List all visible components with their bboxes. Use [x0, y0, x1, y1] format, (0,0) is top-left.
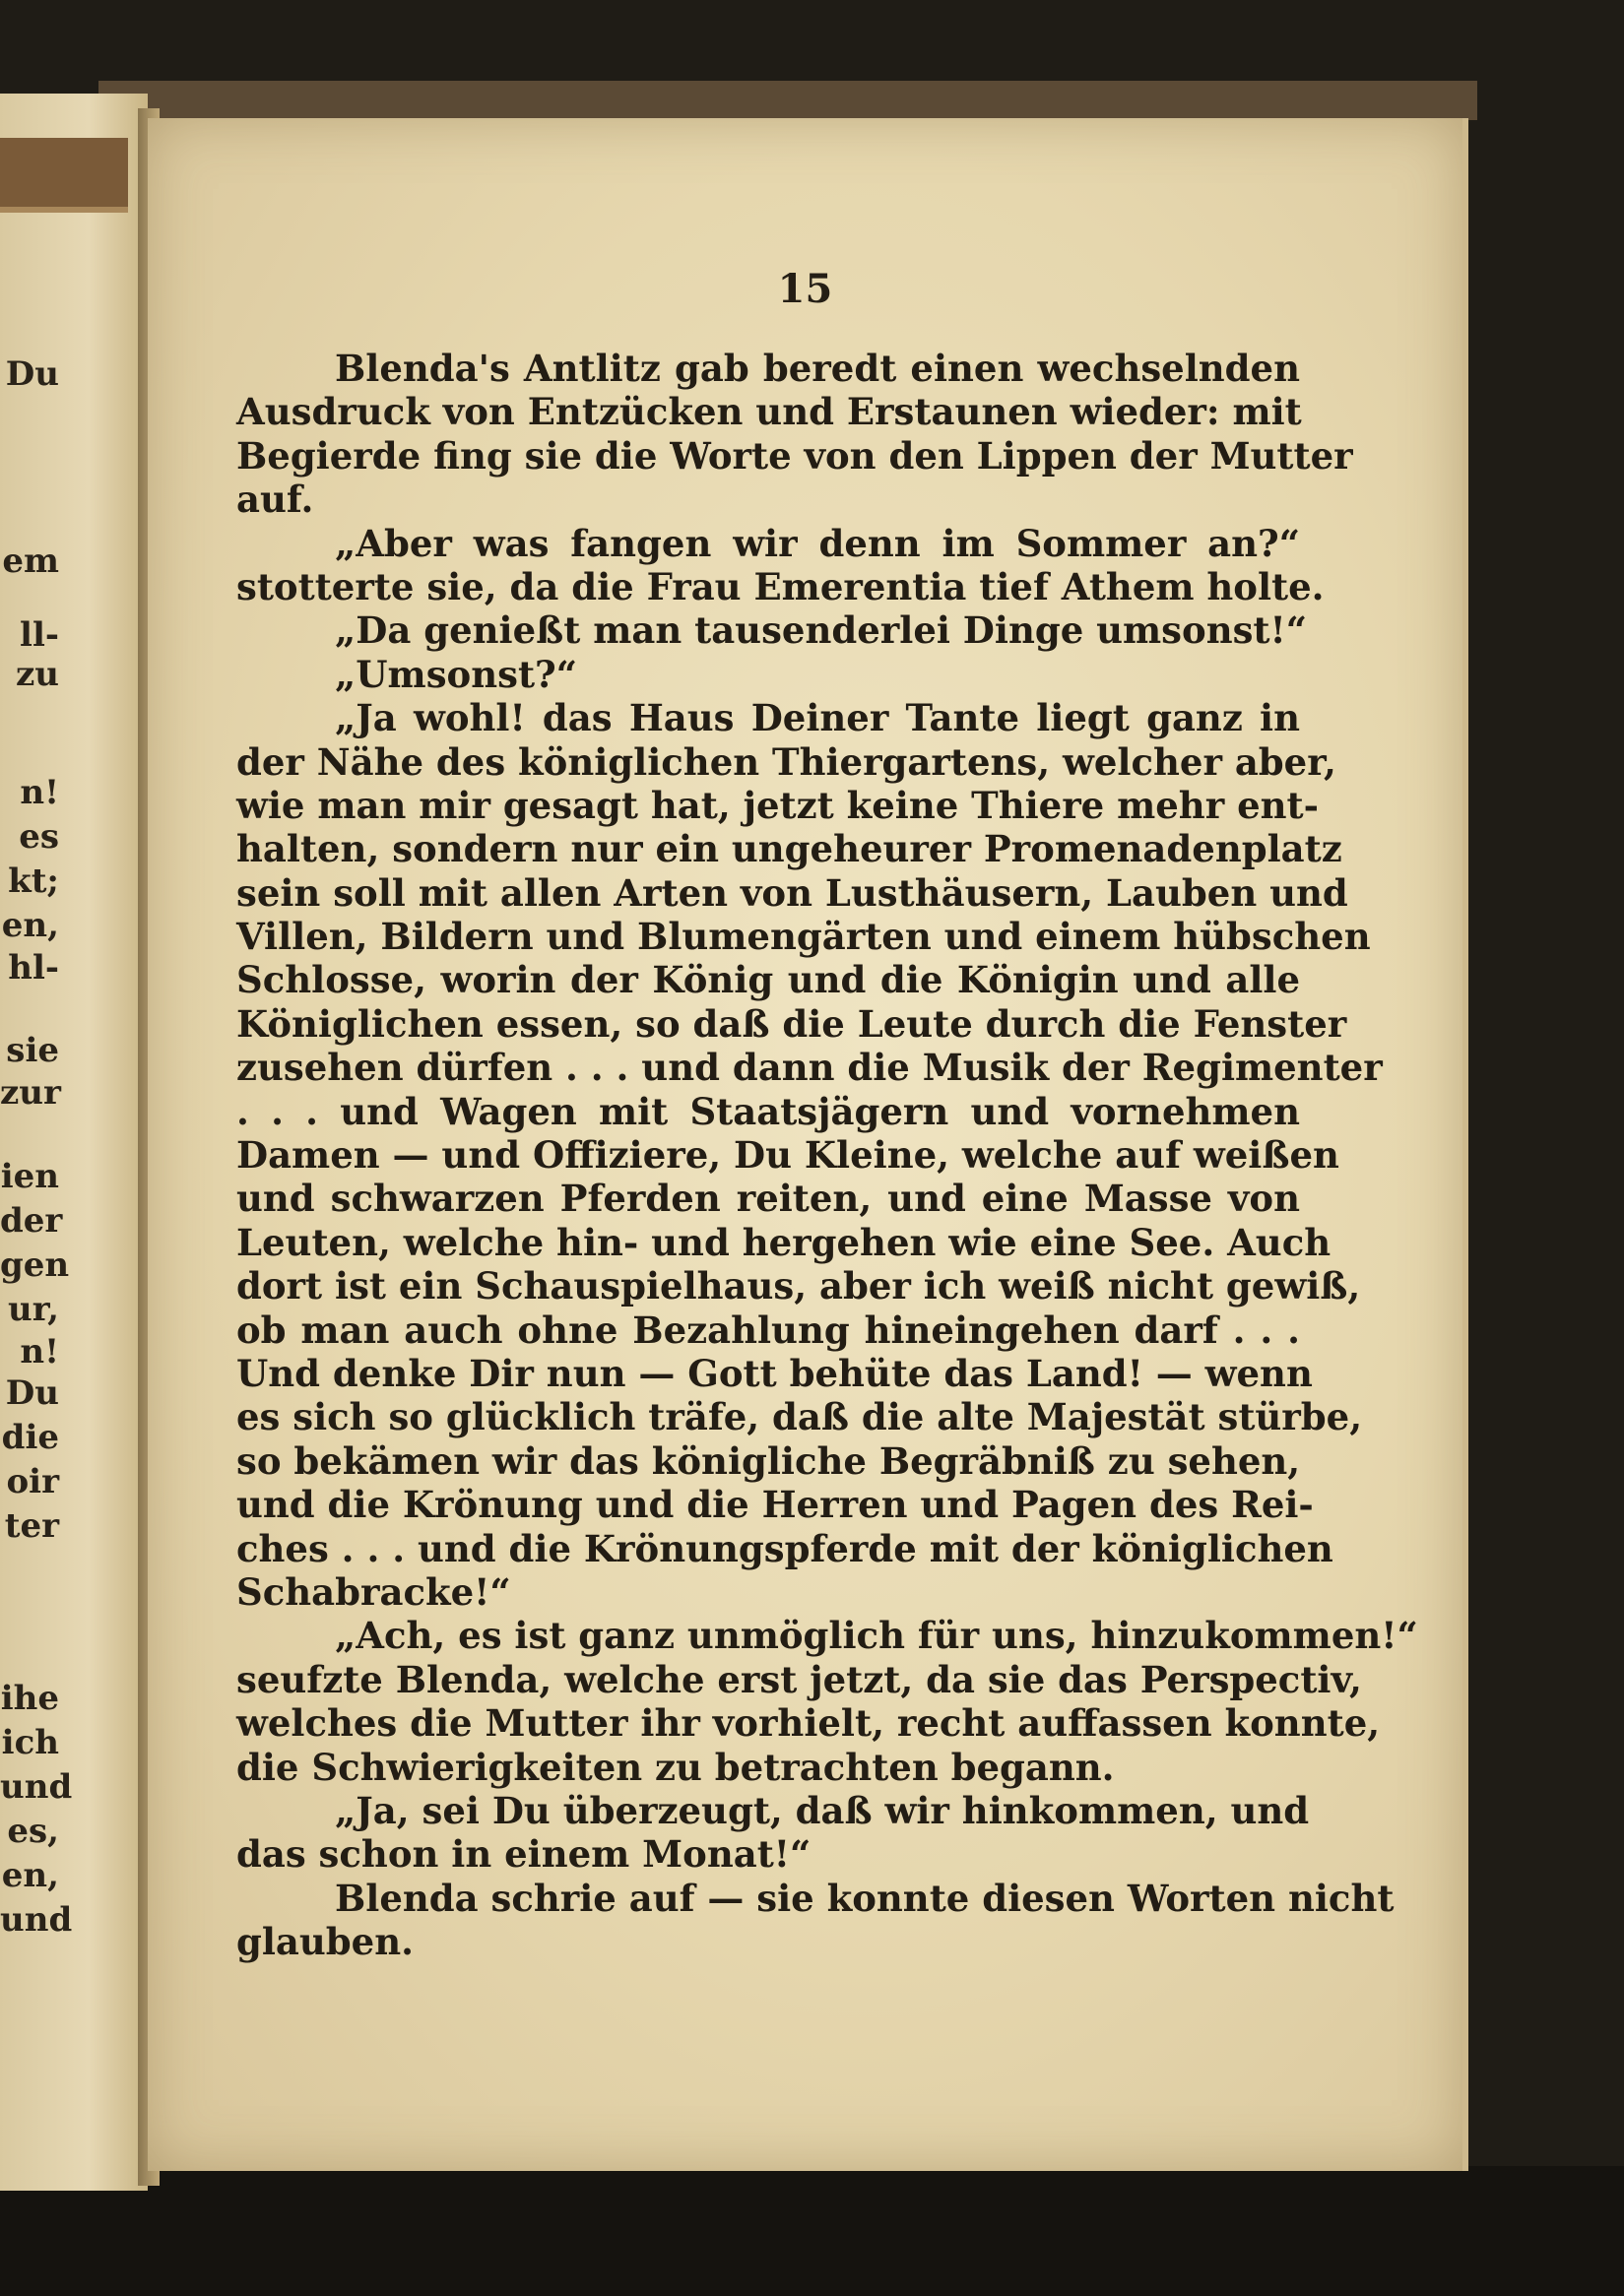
text-line: Damen — und Offiziere, Du Kleine, welche auf weißen: [236, 1133, 1339, 1178]
text-line: Blenda's Antlitz gab beredt einen wechselnden: [335, 347, 1300, 390]
background-bottom: [0, 2166, 1624, 2296]
text-line: und die Krönung und die Herren und Pagen des Rei-: [236, 1483, 1314, 1527]
text-line: wie man mir gesagt hat, jetzt keine Thiere mehr ent-: [236, 783, 1319, 827]
text-line: das schon in einem Monat!“: [236, 1832, 812, 1877]
text-line: welches die Mutter ihr vorhielt, recht auffassen konnte,: [236, 1701, 1381, 1746]
left-page-fragment: hl-: [8, 948, 59, 988]
text-line: Leuten, welche hin- und hergehen wie eine See. Auch: [236, 1220, 1332, 1264]
text-line: zusehen dürfen . . . und dann die Musik der Regimenter: [236, 1046, 1383, 1090]
text-line: Königlichen essen, so daß die Leute durch die Fenster: [236, 1001, 1347, 1046]
left-page-fragment: ur,: [8, 1290, 59, 1329]
text-line: glauben.: [236, 1920, 414, 1964]
left-page-fragment: die: [1, 1418, 59, 1457]
left-page-fragment: oir: [6, 1462, 59, 1501]
text-line: der Nähe des königlichen Thiergartens, welcher aber,: [236, 739, 1336, 784]
text-line: auf.: [236, 478, 314, 522]
left-page-fragment: sie: [6, 1031, 59, 1070]
text-line: die Schwierigkeiten zu betrachten begann.: [236, 1745, 1115, 1789]
left-page-fragment: es: [19, 817, 59, 857]
text-line: „Ja, sei Du überzeugt, daß wir hinkommen, und: [335, 1788, 1310, 1832]
left-page-fragment: en,: [1, 1856, 59, 1895]
left-page-fragment: zur: [0, 1073, 61, 1113]
text-line: und schwarzen Pferden reiten, und eine Masse von: [236, 1177, 1300, 1221]
text-line: dort ist ein Schauspielhaus, aber ich weiß nicht gewiß,: [236, 1264, 1361, 1308]
left-page-fragment: zu: [15, 655, 59, 694]
left-page-fragment: n!: [20, 1332, 59, 1371]
left-page-fragment: ich: [1, 1723, 59, 1762]
text-line: „Ja wohl! das Haus Deiner Tante liegt ganz in: [335, 696, 1300, 740]
left-page-fragment: ihe: [0, 1679, 59, 1718]
text-line: Begierde fing sie die Worte von den Lippen der Mutter: [236, 433, 1353, 478]
text-line: stotterte sie, da die Frau Emerentia tief Athem holte.: [236, 564, 1325, 608]
left-page-fragment: ter: [4, 1506, 59, 1546]
left-page-fragment: en,: [1, 906, 59, 945]
text-line: ches . . . und die Krönungspferde mit der königlichen: [236, 1526, 1333, 1570]
left-page-fragment: ll-: [20, 615, 59, 655]
left-page-fragment: ien: [0, 1157, 59, 1196]
text-line: „Ach, es ist ganz unmöglich für uns, hinzukommen!“: [335, 1614, 1418, 1658]
previous-page-cover-corner: [0, 138, 128, 213]
text-line: „Da genießt man tausenderlei Dinge umsonst!“: [335, 608, 1308, 653]
text-line: . . . und Wagen mit Staatsjägern und vornehmen: [236, 1089, 1300, 1133]
text-line: seufzte Blenda, welche erst jetzt, da sie das Perspectiv,: [236, 1657, 1362, 1701]
previous-page-edge: [0, 94, 148, 2191]
text-line: Ausdruck von Entzücken und Erstaunen wieder: mit: [236, 390, 1302, 434]
left-page-fragment: und: [0, 1767, 73, 1807]
text-line: Schlosse, worin der König und die Königin und alle: [236, 958, 1300, 1002]
text-line: so bekämen wir das königliche Begräbniß zu sehen,: [236, 1438, 1301, 1483]
book-page: [148, 118, 1468, 2171]
page-text: [236, 347, 1418, 1964]
text-line: Und denke Dir nun — Gott behüte das Land! — wenn: [236, 1351, 1313, 1395]
left-page-fragment: Du: [5, 354, 59, 394]
text-line: es sich so glücklich träfe, daß die alte Majestät stürbe,: [236, 1395, 1363, 1439]
text-line: halten, sondern nur ein ungeheurer Promenadenplatz: [236, 827, 1342, 871]
text-line: ob man auch ohne Bezahlung hineingehen darf . . .: [236, 1307, 1300, 1352]
text-line: sein soll mit allen Arten von Lusthäusern, Lauben und: [236, 870, 1348, 915]
text-line: „Umsonst?“: [335, 652, 577, 696]
book-cover-edge: [98, 81, 1477, 120]
left-page-fragment: und: [0, 1900, 73, 1940]
page-number: 15: [777, 266, 833, 312]
text-line: „Aber was fangen wir denn im Sommer an?“: [335, 521, 1300, 565]
text-line: Villen, Bildern und Blumengärten und einem hübschen: [236, 915, 1371, 959]
left-page-fragment: n!: [20, 773, 59, 812]
text-line: Blenda schrie auf — sie konnte diesen Worten nicht: [335, 1876, 1395, 1920]
left-page-fragment: gen: [0, 1245, 70, 1285]
text-line: Schabracke!“: [236, 1569, 511, 1614]
left-page-fragment: der: [0, 1201, 63, 1241]
left-page-fragment: kt;: [8, 861, 59, 901]
left-page-fragment: Du: [5, 1373, 59, 1413]
left-page-fragment: es,: [7, 1812, 59, 1851]
left-page-fragment: em: [2, 542, 59, 581]
